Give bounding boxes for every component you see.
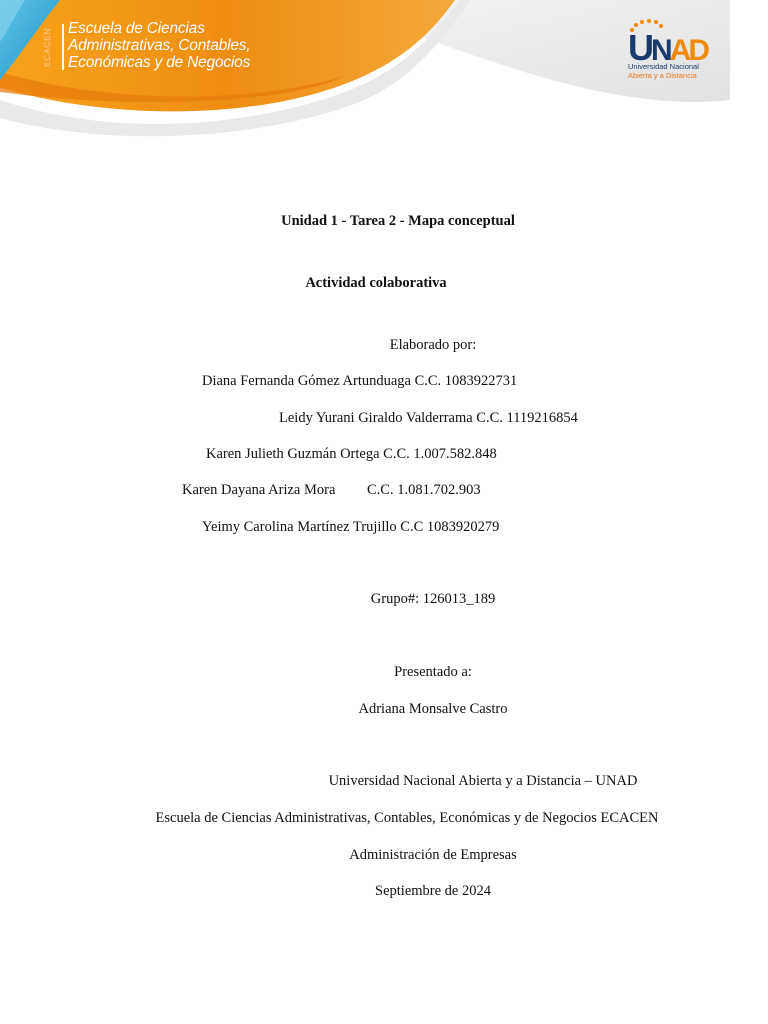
logo-letter-u: U <box>628 27 651 68</box>
ecacen-vertical-label: ECACEN <box>42 27 52 67</box>
document-date: Septiembre de 2024 <box>375 883 491 899</box>
presented-to-label: Presentado a: <box>394 664 472 680</box>
author-5: Yeimy Carolina Martínez Trujillo C.C 1083920279 <box>202 519 500 535</box>
group-number: Grupo#: 126013_189 <box>370 591 496 607</box>
presented-to-name: Adriana Monsalve Castro <box>358 701 508 717</box>
banner-divider <box>62 24 64 70</box>
logo-letters-ad: AD <box>669 34 708 67</box>
logo-subtitle <box>628 63 699 80</box>
program-name: Administración de Empresas <box>349 847 517 863</box>
logo-subtitle-line-2: Abierta y a Distancia <box>628 70 697 80</box>
unad-logo <box>620 16 720 86</box>
school-banner-title <box>68 20 250 71</box>
logo-letter-n: N <box>651 34 670 67</box>
author-4-name: Karen Dayana Ariza Mora <box>182 482 336 498</box>
logo-subtitle-line-1: Universidad Nacional <box>628 62 699 71</box>
author-2: Leidy Yurani Giraldo Valderrama C.C. 1119216854 <box>279 410 578 426</box>
author-1: Diana Fernanda Gómez Artunduaga C.C. 1083922731 <box>202 373 518 389</box>
author-4-id: C.C. 1.081.702.903 <box>367 482 481 498</box>
school-banner-line-1: Escuela de Ciencias <box>68 20 205 37</box>
document-title: Unidad 1 - Tarea 2 - Mapa conceptual <box>281 213 515 229</box>
school-name: Escuela de Ciencias Administrativas, Contables, Económicas y de Negocios ECACEN <box>155 810 659 826</box>
document-subtitle: Actividad colaborativa <box>305 275 447 291</box>
school-banner-line-2: Administrativas, Contables, <box>68 37 251 54</box>
university-name: Universidad Nacional Abierta y a Distancia – UNAD <box>328 773 638 789</box>
author-3: Karen Julieth Guzmán Ortega C.C. 1.007.582.848 <box>206 446 497 462</box>
prepared-by-label: Elaborado por: <box>389 337 477 353</box>
school-banner-line-3: Económicas y de Negocios <box>68 54 251 71</box>
